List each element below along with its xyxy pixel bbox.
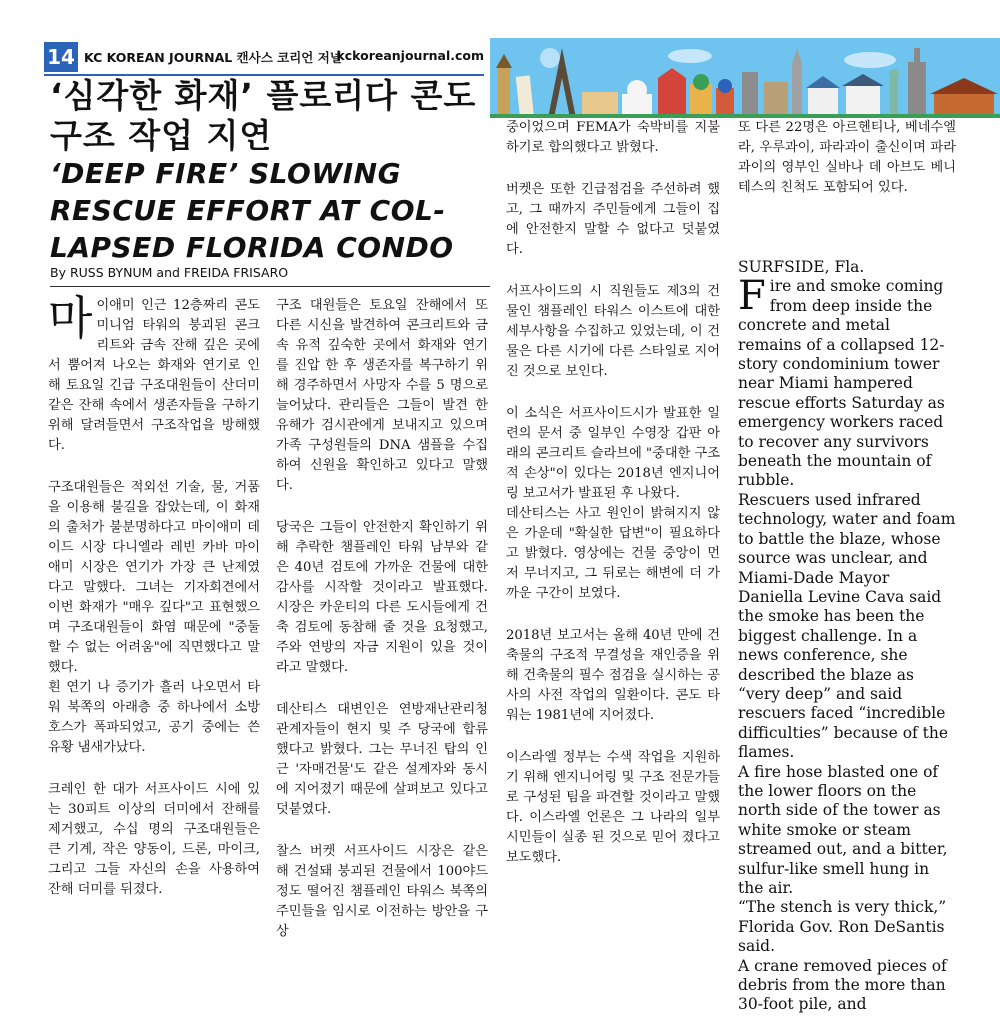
headline-english: ‘DEEP FIRE’ SLOWING RESCUE EFFORT AT COL-LAPSED FLORIDA CONDO [50,157,454,264]
paragraph: 구조대원들은 적외선 기술, 물, 거품을 이용해 불길을 잡았는데, 이 화재의 출처가 불분명하다고 마이애미 데이드 시장 다니엘라 레빈 카바 마이애미 시장은 연기가 가장 큰 난제였다고 말했다. 그녀는 기자회견에서 이번 화재가 "매우 깊다"고 표현했으며 구조대원들이 화염 때문에 "중둘할 수 없는 어려움"에 직면했다고 말했다. [48,480,260,675]
paragraph: 이스라엘 정부는 수색 작업을 지원하기 위해 엔지니어링 및 구조 전문가들로 구성된 팀을 파견할 것이라고 말했다. 이스라엘 언론은 그 나라의 일부 시민들이 실종 된 것으로 믿어 졌다고 보도했다. [506,750,720,865]
paragraph: 또 다른 22명은 아르헨티나, 베네수엘라, 우루과이, 파라과이 출신이며 파라과이의 영부인 실바나 데 아브도 베니테스의 친척도 포함되어 있다. [738,120,956,195]
paragraph: A crane removed pieces of debris from the more than 30-foot pile, and [738,956,947,1014]
paragraph: 서프사이드의 시 직원들도 제3의 건물인 챔플레인 타워스 이스트에 대한 세부사항을 수집하고 있었는데, 이 건물은 다른 시기에 다른 스타일로 지어진 것으로 보인다. [506,284,720,379]
paragraph: ire and smoke coming from deep inside the concrete and metal remains of a collapsed 12-story condominium tower near Miami hampered rescue efforts Saturday as emergency workers raced to recover any survivors beneath the mountain of rubble. [738,277,945,490]
paragraph: 이 소식은 서프사이드시가 발표한 일련의 문서 중 일부인 수영장 갑판 아래의 콘크리트 슬라브에 "중대한 구조적 손상"이 있다는 2018년 엔지니어링 보고서가 발표된 후 나왔다. [506,406,720,501]
column-1 [48,291,260,922]
journal-name: KC KOREAN JOURNAL 캔사스 코리언 저널 [84,50,342,65]
paragraph: 2018년 보고서는 올해 40년 만에 건축물의 구조적 무결성을 재인증을 위해 건축물의 필수 점검을 실시하는 공사의 사전 작업의 일환이다. 콘도 타워는 1981년에 지어졌다. [506,628,720,723]
column-3 [506,118,720,890]
paragraph: 중이었으며 FEMA가 숙박비를 지불하기로 합의했다고 밝혔다. [506,120,720,155]
paragraph: “The stench is very thick,” Florida Gov. Ron DeSantis said. [738,898,947,956]
column-4 [738,118,956,1015]
paragraph: 구조 대원들은 토요일 잔해에서 또 다른 시신을 발견하여 콘크리트와 금속 유적 깊숙한 곳에서 화재와 연기를 진압 한 후 생존자를 복구하기 위해 경주하면서 사망자 수를 5 명으로 늘어났다. 관리들은 그들이 발견 한 유해가 검시관에게 보내지고 있으며 가족 구성원들의 DNA 샘플을 수집하여 신원을 확인하고 있다고 말했다. [276,298,488,493]
drop-cap: F [738,273,766,320]
landmarks-skyline-illustration [490,38,1000,118]
website-link[interactable]: kckoreanjournal.com [336,48,484,63]
column-2 [276,296,488,964]
paragraph: Rescuers used infrared technology, water and foam to battle the blaze, whose source was unclear, and Miami-Dade Mayor Daniella Levine Cava said the smoke has been the biggest challenge. In a news conference, she described the blaze as “very deep” and said rescuers faced “incredible difficulties” because of the flames. [738,490,956,762]
page-number: 14 [44,42,78,72]
drop-cap: 마 [48,291,93,345]
paragraph: 이애미 인근 12층짜리 콘도미니엄 타워의 붕괴된 콘크리트와 금속 잔해 깊은 곳에서 뿜어져 나오는 화재와 연기로 인해 토요일 긴급 구조대원들이 산더미 같은 잔해 속에서 생존자들을 구하기 위해 달려들면서 구조작업을 방해했다. [48,298,260,453]
masthead [44,40,484,76]
paragraph: 크레인 한 대가 서프사이드 시에 있는 30피트 이상의 더미에서 잔해를 제거했고, 수십 명의 구조대원들은 큰 기계, 작은 양동이, 드론, 마이크, 그리고 그들 자신의 손을 사용하여 잔해 더미를 뒤졌다. [48,782,260,897]
paragraph: A fire hose blasted one of the lower floors on the north side of the tower as white smoke or steam streamed out, and a bitter, sulfur-like smell hung in the air. [738,762,948,897]
headline-korean: ‘심각한 화재’ 플로리다 콘도 구조 작업 지연 [50,76,477,155]
paragraph: 당국은 그들이 안전한지 확인하기 위해 추락한 챔플레인 타워 남부와 같은 40년 검토에 가까운 건물에 대한 감사를 시작할 것이라고 발표했다. 시장은 카운티의 다른 도시들에게 건축 검토에 동참해 줄 것을 요청했고, 주와 연방의 자금 지원이 있을 것이라고 말했다. [276,520,488,675]
paragraph: 흰 연기 나 증기가 흘러 나오면서 타워 북쪽의 아래층 중 하나에서 소방 호스가 폭파되었고, 공기 중에는 쓴 유황 냄새가났다. [48,680,260,755]
paragraph: 버켓은 또한 긴급점검을 주선하려 했고, 그 때까지 주민들에게 그들이 집에 안전한지 말할 수 없다고 덧붙였다. [506,182,720,257]
paragraph: 데산티스는 사고 원인이 밝혀지지 않은 가운데 "확실한 답변"이 필요하다고 밝혔다. 영상에는 건물 중앙이 먼저 무너지고, 그 뒤로는 해변에 더 가까운 구간이 보였다. [506,506,720,601]
paragraph: 데산티스 대변인은 연방재난관리청 관계자들이 현지 및 주 당국에 합류했다고 밝혔다. 그는 무너진 탑의 인근 '자매건물'도 같은 설계자와 동시에 지어졌기 때문에 살펴보고 있다고 덧붙였다. [276,702,488,817]
title-divider [50,286,490,287]
dateline: SURFSIDE, Fla. [738,258,865,276]
byline: By RUSS BYNUM and FREIDA FRISARO [50,265,289,280]
paragraph: 찰스 버켓 서프사이드 시장은 같은 해 건설돼 붕괴된 건물에서 100야드 정도 떨어진 챔플레인 타워스 북쪽의 주민들을 임시로 이전하는 방안을 구상 [276,844,488,939]
